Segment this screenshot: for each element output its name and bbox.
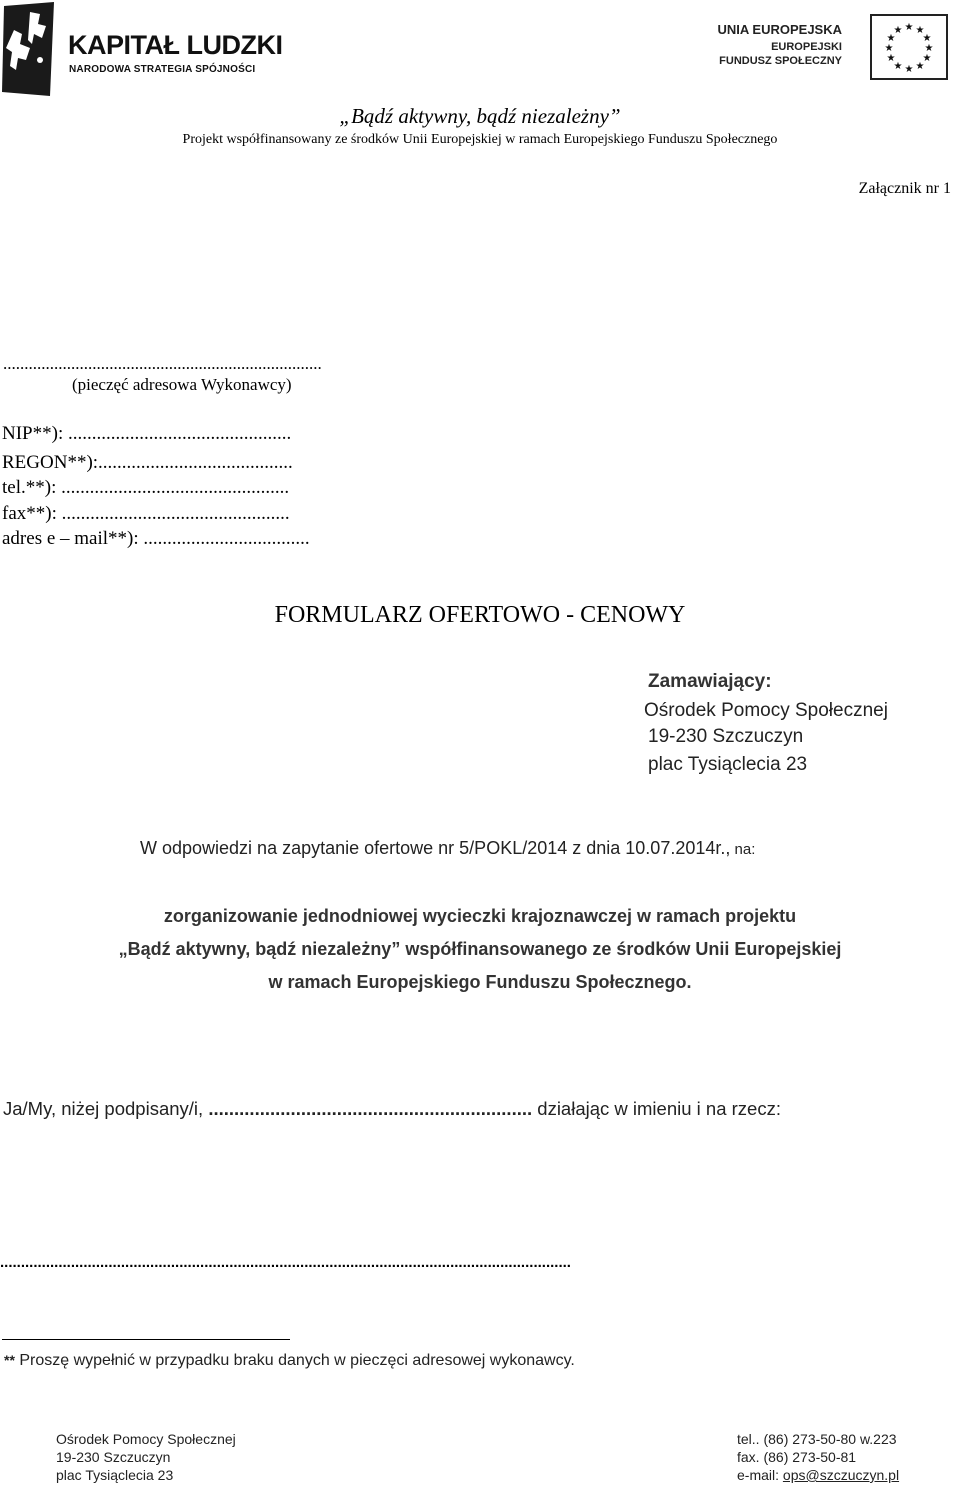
tel-field: tel.**): ................................................ [2, 477, 290, 498]
svg-text:★: ★ [915, 25, 925, 36]
subject-line-3: w ramach Europejskiego Funduszu Społecznego. [268, 972, 692, 992]
svg-text:★: ★ [922, 53, 932, 64]
project-subtitle: Projekt współfinansowany ze środków Unii Europejskiej w ramach Europejskiego Funduszu Społecznego [182, 132, 778, 147]
svg-text:★: ★ [924, 43, 934, 54]
eu-logo-line3: FUNDUSZ SPOŁECZNY [719, 55, 842, 67]
footnote-text: Proszę wypełnić w przypadku braku danych w pieczęci adresowej wykonawcy. [14, 1352, 575, 1369]
stamp-dots: ........................................................................... [3, 354, 322, 373]
svg-text:★: ★ [893, 25, 903, 36]
signed-prefix: Ja/My, niżej podpisany/i, [3, 1098, 209, 1119]
kapital-ludzki-subtitle: NARODOWA STRATEGIA SPÓJNOŚCI [69, 64, 256, 75]
client-street: plac Tysiąclecia 23 [648, 754, 808, 775]
annex-label: Załącznik nr 1 [858, 180, 951, 197]
eu-flag-icon [870, 14, 948, 80]
subject-line-1: zorganizowanie jednodniowej wycieczki krajoznawczej w ramach projektu [163, 906, 797, 926]
eu-logo [700, 10, 960, 90]
client-label: Zamawiający: [648, 671, 772, 692]
eu-logo-line2: EUROPEJSKI [771, 41, 842, 53]
eu-logo-line1: UNIA EUROPEJSKA [717, 22, 842, 37]
svg-text:★: ★ [886, 33, 896, 44]
svg-text:★: ★ [904, 22, 914, 33]
client-name: Ośrodek Pomocy Społecznej [644, 700, 888, 721]
entity-dots: ......................................................................................................................................... [0, 1254, 571, 1271]
footer-fax: fax. (86) 273-50-81 [737, 1449, 857, 1465]
signed-dots: ............................................................... [208, 1098, 533, 1119]
fax-field: fax**): ................................................ [2, 503, 290, 524]
svg-text:★: ★ [904, 64, 914, 75]
regon-field: REGON**):......................................... [2, 452, 293, 473]
project-title: „Bądź aktywny, bądź niezależny” [339, 104, 621, 128]
svg-text:★: ★ [922, 33, 932, 44]
signed-line [3, 1098, 781, 1120]
client-postcode: 19-230 Szczuczyn [648, 726, 804, 747]
kapital-ludzki-title: KAPITAŁ LUDZKI [68, 30, 283, 60]
reply-na: na: [730, 841, 756, 858]
email-field: adres e – mail**): ................................... [2, 528, 310, 549]
svg-text:★: ★ [886, 53, 896, 64]
footer-email-link[interactable]: ops@szczuczyn.pl [782, 1467, 900, 1483]
footnote-separator [2, 1339, 290, 1340]
footer-email-line [737, 1467, 899, 1483]
footnote-marker: ** [4, 1352, 15, 1368]
kapital-ludzki-emblem-icon [0, 0, 60, 98]
stamp-label: (pieczęć adresowa Wykonawcy) [72, 375, 292, 394]
footer-org-postcode: 19-230 Szczuczyn [56, 1449, 171, 1465]
footer-email-label: e-mail: [737, 1467, 783, 1483]
signed-suffix: działając w imieniu i na rzecz: [532, 1098, 781, 1119]
reply-line [140, 838, 755, 859]
svg-text:★: ★ [884, 43, 894, 54]
footer-org-name: Ośrodek Pomocy Społecznej [56, 1431, 236, 1447]
footer-org-street: plac Tysiąclecia 23 [56, 1467, 174, 1483]
nip-field: NIP**): ............................................... [2, 423, 292, 444]
kapital-ludzki-logo [0, 0, 283, 100]
subject-line-2: „Bądź aktywny, bądź niezależny” współfinansowanego ze środków Unii Europejskiej [118, 939, 842, 959]
footnote [4, 1352, 575, 1370]
form-title: FORMULARZ OFERTOWO - CENOWY [274, 602, 686, 628]
svg-text:★: ★ [893, 61, 903, 72]
reply-text: W odpowiedzi na zapytanie ofertowe nr 5/POKL/2014 z dnia 10.07.2014r., [140, 838, 731, 858]
footer-tel: tel.. (86) 273-50-80 w.223 [737, 1431, 897, 1447]
svg-text:★: ★ [915, 61, 925, 72]
